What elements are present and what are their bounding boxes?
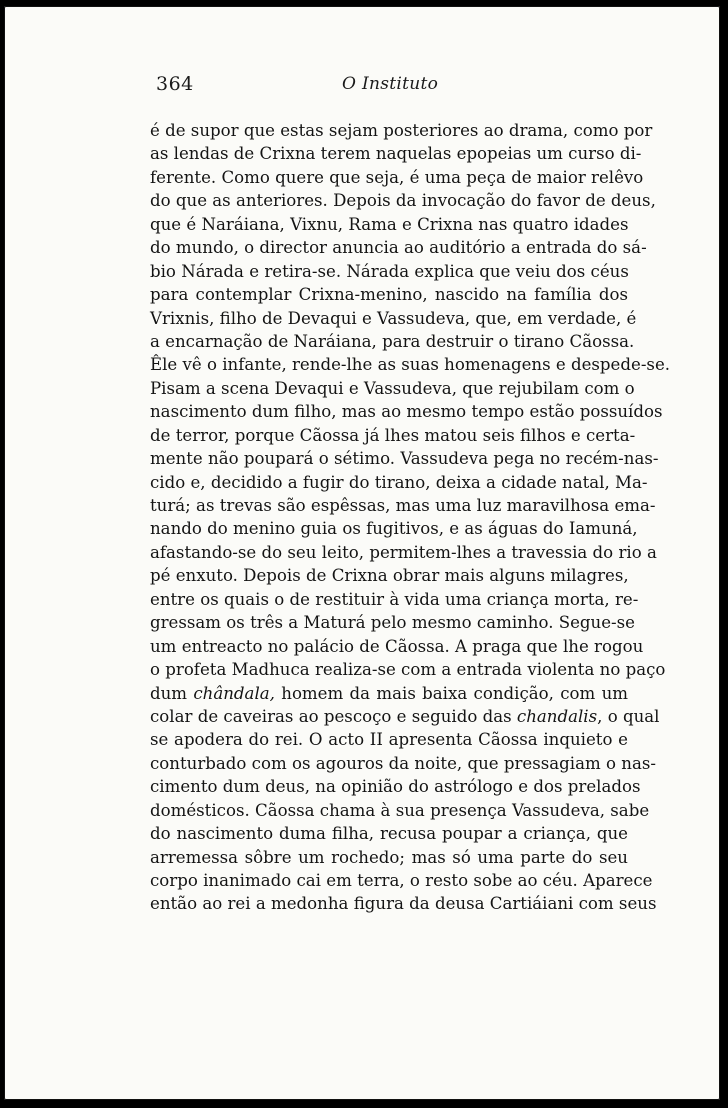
text-line	[150, 705, 660, 728]
text-line: afastando-se do seu leito, permitem-lhes a travessia do rio a	[150, 542, 657, 562]
italic-term: chândala,	[193, 683, 275, 703]
text-line: cimento dum deus, na opinião do astrólogo e dos prelados	[150, 777, 641, 797]
text-line: Êle vê o infante, rende-lhe as suas homenagens e despede-se.	[150, 355, 671, 375]
text-line: pé enxuto. Depois de Crixna obrar mais alguns milagres,	[150, 566, 629, 586]
text-line: as lendas de Crixna terem naquelas epopeias um curso di-	[150, 144, 642, 164]
text-line: então ao rei a medonha figura da deusa Cartiáiani com seus	[150, 894, 657, 914]
text-line: a encarnação de Naráiana, para destruir o tirano Cãossa.	[150, 331, 635, 351]
text-line: nascimento dum filho, mas ao mesmo tempo estão possuídos	[150, 402, 663, 422]
book-page	[4, 6, 720, 1100]
text-line: de terror, porque Cãossa já lhes matou seis filhos e certa-	[150, 425, 636, 445]
text-run: , o qual	[597, 706, 660, 726]
text-line: turá; as trevas são espêssas, mas uma luz maravilhosa ema-	[150, 496, 656, 515]
text-line: para contemplar Crixna-menino, nascido na família dos	[150, 285, 628, 305]
text-line: mente não poupará o sétimo. Vassudeva pega no recém-nas-	[150, 449, 659, 469]
text-line: domésticos. Cãossa chama à sua presença Vassudeva, sabe	[150, 800, 650, 820]
italic-term: chandalis	[516, 706, 598, 726]
text-line: do mundo, o director anuncia ao auditório a entrada do sá-	[150, 238, 647, 258]
text-line: Pisam a scena Devaqui e Vassudeva, que rejubilam com o	[150, 378, 635, 398]
body-text	[150, 119, 671, 916]
page-number: 364	[156, 73, 194, 95]
text-line: gressam os três a Maturá pelo mesmo caminho. Segue-se	[150, 613, 636, 633]
text-run: colar de caveiras ao pescoço e seguido das	[150, 706, 517, 726]
text-line: cido e, decidido a fugir do tirano, deixa a cidade natal, Ma-	[150, 472, 648, 492]
text-line: se apodera do rei. O acto II apresenta Cãossa inquieto e	[150, 730, 628, 750]
text-line: arremessa sôbre um rochedo; mas só uma parte do seu	[150, 847, 628, 867]
text-line: entre os quais o de restituir à vida uma criança morta, re-	[150, 589, 639, 609]
text-line: corpo inanimado cai em terra, o resto sobe ao céu. Aparece	[150, 871, 653, 890]
text-run: homem da mais baixa condição, com um	[274, 683, 628, 703]
text-run: dum	[150, 683, 194, 703]
text-line: do que as anteriores. Depois da invocação do favor de deus,	[150, 191, 656, 211]
text-line: que é Naráiana, Vixnu, Rama e Crixna nas quatro idades	[150, 214, 629, 234]
text-line: do nascimento duma filha, recusa poupar a criança, que	[150, 824, 628, 844]
text-line: um entreacto no palácio de Cãossa. A praga que lhe rogou	[150, 636, 644, 656]
running-title: O Instituto	[342, 74, 439, 94]
text-line: conturbado com os agouros da noite, que pressagiam o nas-	[150, 753, 656, 773]
text-line: nando do menino guia os fugitivos, e as águas do Iamuná,	[150, 519, 638, 539]
text-line: ferente. Como quere que seja, é uma peça de maior relêvo	[150, 167, 644, 187]
page-header	[150, 73, 630, 103]
text-line: Vrixnis, filho de Devaqui e Vassudeva, que, em verdade, é	[150, 308, 637, 328]
text-line: bio Nárada e retira-se. Nárada explica que veiu dos céus	[150, 261, 629, 281]
text-line: é de supor que estas sejam posteriores ao drama, como por	[150, 121, 653, 140]
text-line	[150, 682, 628, 705]
text-line: o profeta Madhuca realiza-se com a entrada violenta no paço	[150, 660, 666, 680]
